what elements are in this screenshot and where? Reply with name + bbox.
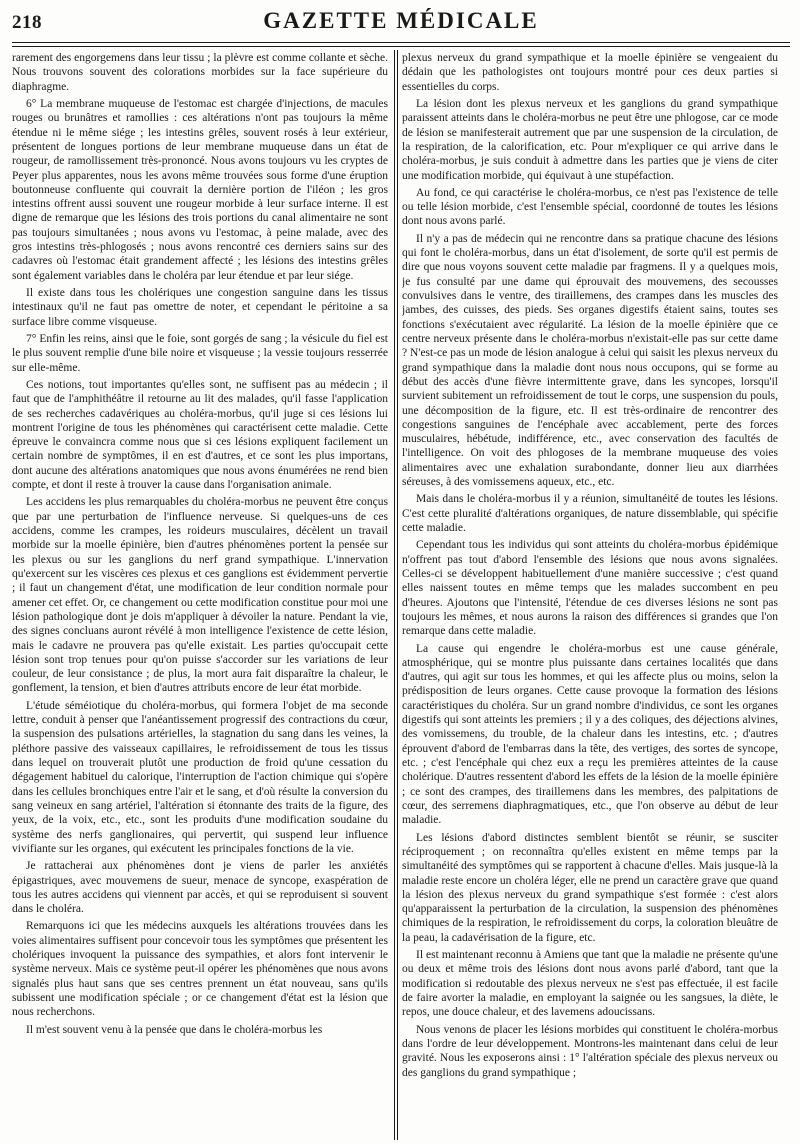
journal-title: GAZETTE MÉDICALE — [263, 8, 539, 33]
page-header — [12, 8, 790, 38]
page-number: 218 — [12, 12, 42, 33]
paragraph: Au fond, ce qui caractérise le choléra-morbus, ce n'est pas l'existence de telle ou telle lésion morbide, c'est l'ensemble spécial, coordonné de toutes les lésions dont nous avons parlé. — [402, 186, 778, 228]
column-divider — [394, 50, 395, 1140]
paragraph: Remarquons ici que les médecins auxquels les altérations trouvées dans les voies alimentaires suffisent pour concevoir tous les symptômes que présentent les cholériques invoquent la puissance des sympathies, et alors font intervenir le système nerveux. Mais ce système peut-il opérer les phénomènes que nous avons signalés plus haut sans que ses centres prennent un état nouveau, sans qu'ils subissent une modification spéciale ; or ce changement d'état est la lésion que nous recherchons. — [12, 920, 388, 1019]
paragraph: Il existe dans tous les cholériques une congestion sanguine dans les tissus intestinaux qu'il ne faut pas omettre de noter, et cependant le péritoine a sa surface libre comme visqueuse. — [12, 287, 388, 328]
paragraph: Il est maintenant reconnu à Amiens que tant que la maladie ne présente qu'une ou deux et même trois des lésions dont nous avons parlé d'abord, tant que la modification si redoutable des plexus nerveux ne s'est pas effectuée, il est facile de faire avorter la maladie, en employant la saignée ou les sangsues, la diète, le repos, une douce chaleur, et des lavemens adoucissans. — [402, 949, 778, 1019]
paragraph: Les accidens les plus remarquables du choléra-morbus ne peuvent être conçus que par une perturbation de l'influence nerveuse. Si quelques-uns de ces accidens, comme les crampes, les roideurs musculaires, décèlent un travail morbide sur la moelle épinière, bien d'autres phénomènes portent la pensée sur les plexus ou sur les ganglions du nerf grand sympathique. L'innervation qu'exercent sur les viscères ces plexus et ces ganglions est évidemment pervertie ; il faut un changement d'état, une modification de leur condition normale pour amener cet effet. Or, ce changement ou cette modification constitue pour moi une lésion pathologique dont je dois m'appliquer à dévoiler la nature. Pendant la vie, des signes concluans auront révélé à mon intelligence l'existence de cette lésion, mais le cadavre ne prouvera pas qu'elle existait. Les parties qu'occupait cette lésion sont trop tenues pour qu'on puisse s'accorder sur les variations de leur couleur, de leur consistance ; de plus, la mort aura fait disparaître la chaleur, le gonflement, la tension, et bien d'autres attributs encore de leur état morbide. — [12, 496, 388, 695]
paragraph: Je rattacherai aux phénomènes dont je viens de parler les anxiétés épigastriques, avec mouvemens de sueur, menace de syncope, exaspération de tous les autres accidens qui viennent par accès, et qui se reproduisent si souvent dans le choléra. — [12, 860, 388, 916]
paragraph: Ces notions, tout importantes qu'elles sont, ne suffisent pas au médecin ; il faut que de l'amphithéâtre il retourne au lit des malades, qu'il fasse l'application de ses recherches cadavériques au choléra-morbus, qu'il juge si ces lésions lui montrent l'origine de tous les phénomènes qui caractérisent cette maladie. Cette épreuve le convaincra comme nous que si ces lésions expliquent facilement un certain nombre de symptômes, il en est d'autres, et ce sont les plus importans, dont aucune des altérations anatomiques que nous avons énumérées ne rend bien compte, et dont il reste à trouver la cause dans l'organisation animale. — [12, 378, 388, 492]
paragraph-continuation: plexus nerveux du grand sympathique et la moelle épinière se vengeaient du dédain que les pathologistes ont toujours montré pour ces deux parties si essentielles du corps. — [402, 52, 778, 93]
paragraph: Il n'y a pas de médecin qui ne rencontre dans sa pratique chacune des lésions qui font le choléra-morbus, dans un état d'isolement, de sorte qu'il est permis de dire que nous voyons souvent cette maladie par fragmens. Il y a quelques mois, je fus consulté par une dame qui éprouvait des mouvemens, des secousses convulsives dans le ventre, des tiraillemens, des crampes dans les muscles des jambes, des cuisses, des pieds. Ses organes digestifs étaient sains, toutes ses fonctions s'exécutaient avec régularité. La lésion de la moelle épinière que ce centre nerveux présente dans le choléra-morbus n'existait-elle pas sur cette dame ? N'est-ce pas un mode de lésion analogue à celui qui saisit les plexus nerveux du grand sympathique dans la maladie dont nous nous occupons, qui se forme au début des accès d'une fièvre intermittente grave, dans les syncopes, lorsqu'il survient subitement un refroidissement de tout le corps, une suspension du pouls, une décomposition de la figure, etc. Il est très-ordinaire de rencontrer des congestions sanguines de l'encéphale avec accablement, perte des forces musculaires, hébétude, indifférence, etc., avec conservation des facultés de l'intelligence. On voit des phlogoses de la membrane muqueuse des voies alimentaires avec une exhalation surabondante, donner lieu aux diarrhées séreuses, à des vomissemens aqueux, etc., etc. — [402, 232, 778, 489]
paragraph: L'étude séméiotique du choléra-morbus, qui formera l'objet de ma seconde lettre, conduit à penser que l'anéantissement progressif des contractions du cœur, la suspension des pulsations artérielles, la stagnation du sang dans les veines, la pléthore passive des vaisseaux capillaires, le refroidissement de tous les tissus dans lequel on trouverait plutôt une production de froid qu'une cessation du dégagement habituel du calorique, l'interruption de l'action chimique qui s'opère dans les cellules bronchiques entre l'air et le sang, et d'où résulte la conversion du sang veineux en sang artériel, l'altération si étonnante des traits de la figure, des yeux, de la voix, etc., etc., sont les produits d'une modification soudaine du système des nerfs ganglionaires, qui pervertit, qui suspend leur influence vivifiante sur les organes, qui exécutent les principales fonctions de la vie. — [12, 699, 388, 855]
paragraph: Il m'est souvent venu à la pensée que dans le choléra-morbus les — [26, 1023, 323, 1036]
header-rule — [12, 42, 790, 43]
paragraph: 7° Enfin les reins, ainsi que le foie, sont gorgés de sang ; la vésicule du fiel est le plus souvent remplie d'une bile noire et visqueuse ; la vessie toujours resserrée sur elle-même. — [12, 332, 388, 374]
header-rule-thin — [12, 46, 790, 47]
paragraph: Mais dans le choléra-morbus il y a réunion, simultanéité de toutes les lésions. C'est cette pluralité d'altérations organiques, de nature dissemblable, qui spécifie cette maladie. — [402, 493, 778, 534]
paragraph: Cependant tous les individus qui sont atteints du choléra-morbus épidémique n'offrent pas tout d'abord l'ensemble des lésions que nous avons signalées. Celles-ci se développent habituellement d'une manière successive ; c'est quand elles naissent toutes en même temps que les malades succombent en peu d'heures. Ajoutons que l'intensité, l'étendue de ces diverses lésions ne sont pas toujours les mêmes, et nous aurons la raison des différences si grandes que l'on remarque dans cette maladie. — [402, 539, 778, 638]
paragraph: La lésion dont les plexus nerveux et les ganglions du grand sympathique paraissent atteints dans le choléra-morbus ne peut être une phlogose, car ce mode de lésion se manifesterait autrement que par une suspension de la circulation, de la respiration, de la calorification, etc. Pour m'expliquer ce qui arrive dans le choléra-morbus, je suis conduit à admettre dans les parties que je viens de citer une modification morbide, qui équivaut à une stupéfaction. — [402, 97, 778, 182]
left-column — [12, 51, 388, 1139]
paragraph: Les lésions d'abord distinctes semblent bientôt se réunir, se susciter réciproquement ; on reconnaîtra qu'elles existent en même temps par la simultanéité des symptômes qui se rapportent à chacune d'elles. Mais jusque-là la maladie reste encore un choléra léger, elle ne prend un caractère grave que quand la lésion des plexus nerveux du grand sympathique s'est formée : c'est alors qu'apparaissent la perturbation de la circulation, la suspension des phénomènes chimiques de la respiration, le refroidissement du corps, la coloration bleuâtre de la peau, la cadavérisation de la figure, etc. — [402, 831, 778, 944]
right-column — [402, 51, 778, 1139]
paragraph: La cause qui engendre le choléra-morbus est une cause générale, atmosphérique, qui se montre plus puissante dans certaines localités que dans d'autres, qui agit sur tous les hommes, et qui les affecte plus ou moins, selon la prédisposition de leurs organes. Cette cause provoque la formation des lésions caractéristiques du choléra. Sur un grand nombre d'individus, ce sont les organes digestifs qui sont atteints les premiers ; il y a des coliques, des déjections alvines, des vomissemens, du trouble, de la chaleur dans les intestins, etc. ; d'autres éprouvent d'abord de l'embarras dans la tête, des vertiges, des sortes de syncope, etc. ; c'est l'encéphale qui chez eux a reçu les premières atteintes de la cause cholérique. D'autres ressentent d'abord les effets de la lésion de la moelle épinière ; ce sont des crampes, des tiraillemens dans les membres, des palpitations de cœur, des serremens diaphragmatiques, etc., que l'on observe au début de leur maladie. — [402, 642, 778, 827]
paragraph: Nous venons de placer les lésions morbides qui constituent le choléra-morbus dans l'ordre de leur développement. Montrons-les maintenant dans celui de leur gravité. Nous les exposerons ainsi : 1° l'altération spéciale des plexus nerveux ou des ganglions du grand sympathique ; — [402, 1023, 778, 1079]
paragraph: 6° La membrane muqueuse de l'estomac est chargée d'injections, de macules rouges ou brunâtres et ramollies : ces altérations n'ont pas toujours la même étendue ni le même siége ; les intestins grêles, souvent rosés à leur extérieur, présentent de longues portions de leur membrane muqueuse dans un état de rougeur, de ramollissement très-prononcé. Nous avons toujours vu les cryptes de Peyer plus apparentes, nous les avons même trouvées sous forme d'une éruption boutonneuse confluente qui couvrait la dernière portion de l'iléon ; les gros intestins offrent aussi souvent une rougeur morbide à leur surface interne. Il est digne de remarque que les lésions des trois portions du canal alimentaire ne sont pas toujours simultanées ; nous avons vu l'estomac, à peine malade, avec des gros intestins très-phlogosés ; nous avons rencontré ces derniers sains sur des cadavres où l'estomac était grandement affecté ; les lésions des intestins grêles sont également variables dans le choléra par leur étendue et par leur siége. — [12, 97, 388, 282]
paragraph: rarement des engorgemens dans leur tissu ; la plèvre est comme collante et sèche. Nous trouvons souvent des colorations morbides sur la face supérieure du diaphragme. — [12, 52, 388, 93]
column-divider-double — [397, 50, 398, 1140]
